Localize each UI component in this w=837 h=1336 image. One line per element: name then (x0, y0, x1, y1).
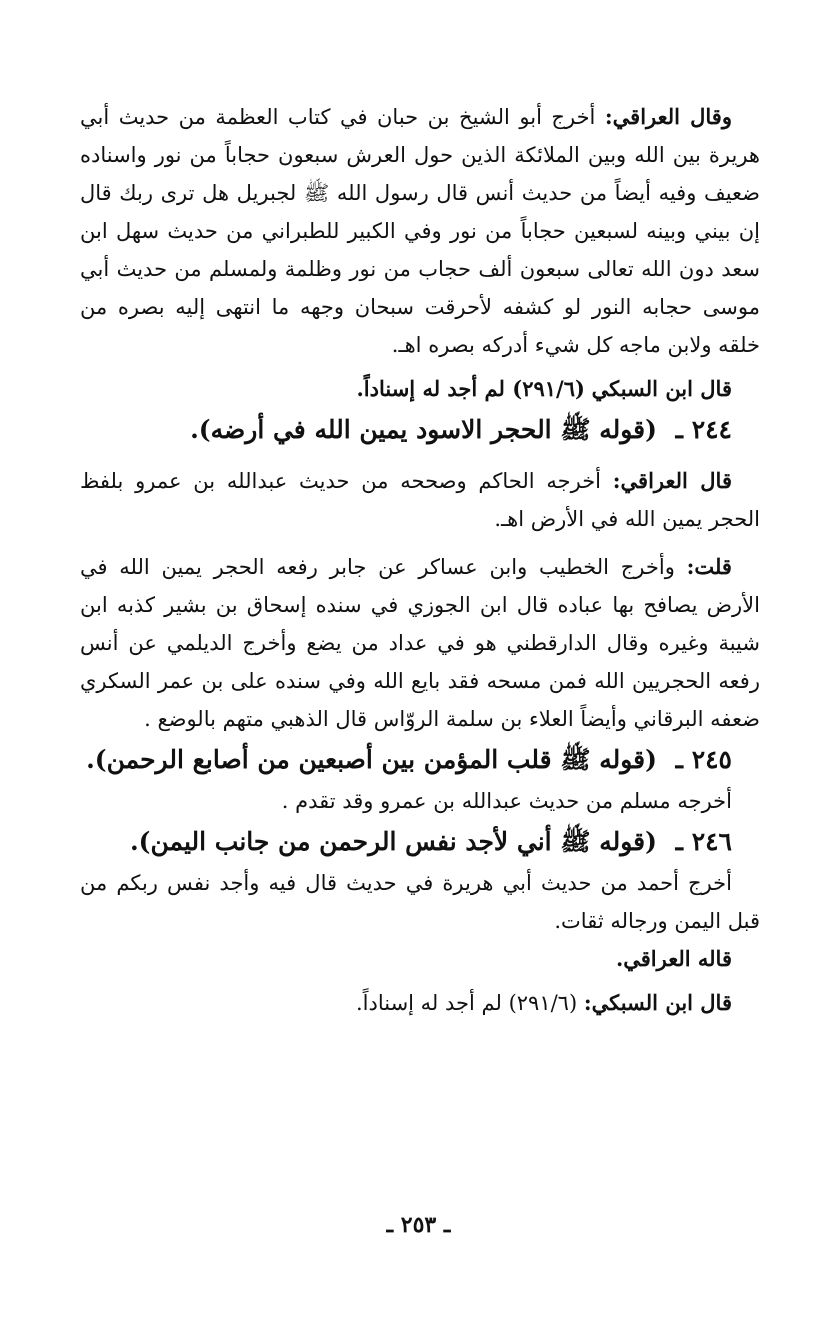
speaker-label: قال ابن السبكي (591, 376, 732, 401)
speaker-label: قاله العراقي. (615, 946, 732, 971)
speaker-label: قلت: (686, 554, 732, 579)
hadith-number: ٢٤٦ ـ (675, 827, 732, 856)
speaker-label: قال العراقي: (612, 468, 732, 493)
paragraph-text: أخرج أبو الشيخ بن حبان في كتاب العظمة من حديث أبي هريرة بين الله وبين الملائكة الذين حول العرش سبعون حجاباً من نور واسناده ضعيف وفيه أيضاً من حديث أنس قال رسول الله ﷺ لجبريل هل ترى ربك قال إن بيني وبينه لسبعين حجاباً من نور وفي الكبير للطبراني من حديث سهل ابن سعد دون الله تعالى سبعون ألف حجاب من نور وظلمة ولمسلم من حديث أبي موسى حجابه النور لو كشفه لأحرقت سبحان وجهه ما انتهى إليه بصره من خلقه ولابن ماجه كل شيء أدركه بصره اهـ. (80, 105, 760, 357)
paragraph-iraqi-2 (80, 462, 760, 538)
paragraph-iraqi-1 (80, 98, 760, 364)
hadith-heading-244 (80, 408, 760, 452)
paragraph-subki-1 (80, 370, 760, 408)
paragraph-text: (٢٩١/٦) لم أجد له إسناداً. (356, 376, 585, 401)
hadith-heading-246 (80, 820, 760, 864)
page-number: ـ ٢٥٣ ـ (386, 1212, 451, 1238)
hadith-heading-245 (80, 738, 760, 782)
paragraph-text: أخرجه مسلم من حديث عبدالله بن عمرو وقد تقدم . (281, 789, 732, 813)
speaker-label: قال ابن السبكي: (583, 990, 732, 1015)
hadith-title: (قوله ﷺ أني لأجد نفس الرحمن من جانب اليمن). (129, 827, 657, 856)
paragraph-text: (٢٩١/٦) لم أجد له إسناداً. (355, 991, 578, 1015)
paragraph-iraqi-3 (80, 940, 760, 978)
hadith-title: (قوله ﷺ قلب المؤمن بين أصبعين من أصابع الرحمن). (86, 745, 657, 774)
paragraph-muslim (80, 782, 760, 820)
paragraph-text: أخرج أحمد من حديث أبي هريرة في حديث قال فيه وأجد نفس ربكم من قبل اليمن ورجاله ثقات. (80, 871, 760, 933)
hadith-number: ٢٤٥ ـ (675, 745, 732, 774)
paragraph-ahmad (80, 864, 760, 940)
paragraph-qultu (80, 548, 760, 738)
speaker-label: وقال العراقي: (604, 104, 732, 129)
page-body (80, 98, 760, 1022)
paragraph-text: وأخرج الخطيب وابن عساكر عن جابر رفعه الحجر يمين الله في الأرض يصافح بها عباده قال ابن الجوزي في سنده إسحاق بن بشير كذبه ابن شيبة وغيره وقال الدارقطني هو في عداد من يضع وأخرج الديلمي عن أنس رفعه الحجريين الله فمن مسحه فقد بايع الله وفي سنده على بن عمر السكري ضعفه البرقاني وأيضاً العلاء بن سلمة الروّاس قال الذهبي متهم بالوضع . (80, 555, 760, 731)
hadith-title: (قوله ﷺ الحجر الاسود يمين الله في أرضه). (190, 415, 657, 444)
hadith-number: ٢٤٤ ـ (675, 415, 732, 444)
paragraph-subki-2 (80, 984, 760, 1022)
paragraph-text: أخرجه الحاكم وصححه من حديث عبدالله بن عمرو بلفظ الحجر يمين الله في الأرض اهـ. (80, 469, 760, 531)
